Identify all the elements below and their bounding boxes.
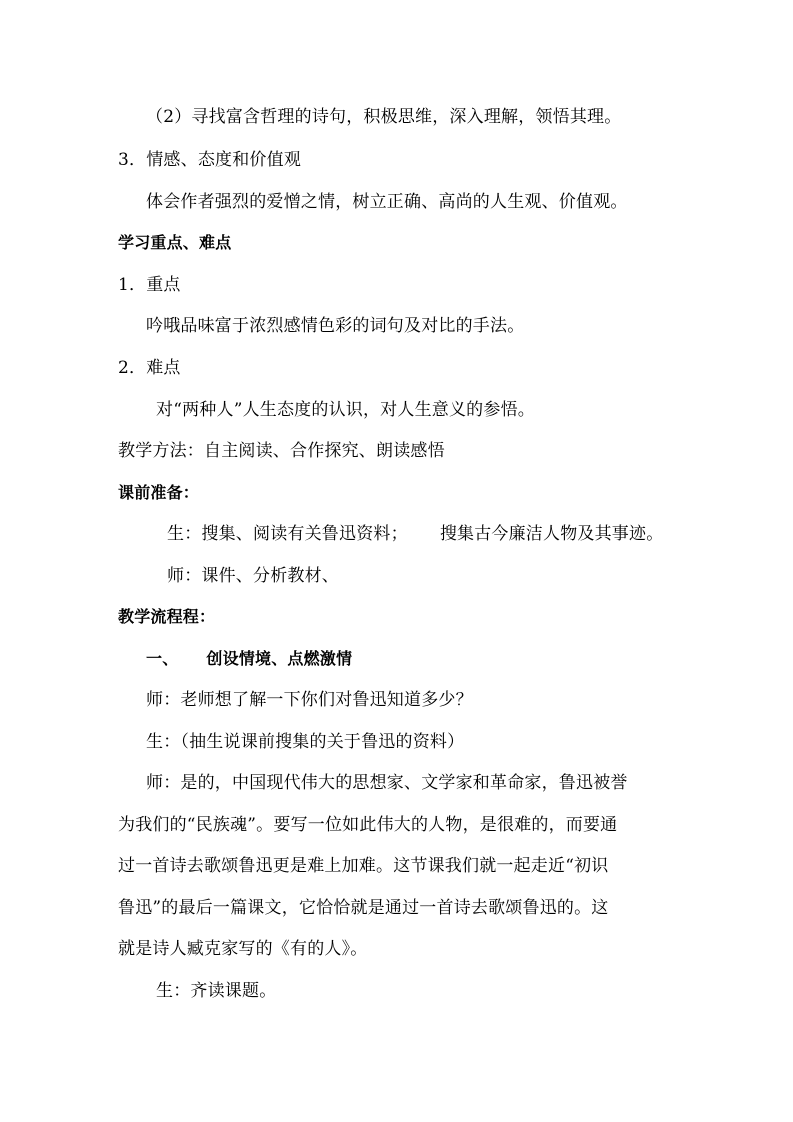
step-one-title: 创设情境、点燃激情 bbox=[206, 649, 353, 668]
subheading-key-point: 1．重点 bbox=[118, 275, 181, 295]
subheading-difficulty: 2．难点 bbox=[118, 358, 181, 378]
text-line-22: 生：齐读课题。 bbox=[156, 981, 277, 1001]
teaching-methods: 教学方法：自主阅读、合作探究、朗读感悟 bbox=[118, 441, 445, 461]
heading-key-points: 学习重点、难点 bbox=[118, 233, 232, 252]
text-line-17: 师：是的，中国现代伟大的思想家、文学家和革命家，鲁迅被誉 bbox=[146, 773, 628, 793]
prep-student-b: 搜集古今廉洁人物及其事迹。 bbox=[439, 524, 664, 544]
text-line-20: 鲁迅”的最后一篇课文，它恰恰就是通过一首诗去歌颂鲁迅的。这 bbox=[118, 898, 609, 918]
section-heading-3: 3．情感、态度和价值观 bbox=[118, 150, 302, 170]
prep-student-a: 生：搜集、阅读有关鲁迅资料； bbox=[167, 524, 408, 544]
text-line-1: （2）寻找富含哲理的诗句，积极思维，深入理解，领悟其理。 bbox=[146, 107, 622, 127]
text-line-3: 体会作者强烈的爱憎之情，树立正确、高尚的人生观、价值观。 bbox=[146, 192, 628, 212]
step-one-number: 一、 bbox=[146, 649, 179, 668]
heading-preparation: 课前准备： bbox=[118, 483, 200, 502]
text-line-16: 生：（抽生说课前搜集的关于鲁迅的资料） bbox=[146, 732, 465, 752]
step-one-heading bbox=[146, 649, 352, 669]
text-line-15: 师：老师想了解一下你们对鲁迅知道多少？ bbox=[146, 690, 473, 710]
text-line-8: 对“两种人”人生态度的认识，对人生意义的参悟。 bbox=[156, 400, 535, 420]
prep-teacher-line: 师：课件、分析教材、 bbox=[167, 566, 339, 586]
text-line-19: 过一首诗去歌颂鲁迅更是难上加难。这节课我们就一起走近“初识 bbox=[118, 856, 609, 876]
heading-flow: 教学流程程： bbox=[118, 607, 216, 626]
prep-student-line bbox=[167, 524, 663, 544]
text-line-21: 就是诗人臧克家写的《有的人》。 bbox=[118, 939, 368, 959]
text-line-6: 吟哦品味富于浓烈感情色彩的词句及对比的手法。 bbox=[146, 316, 525, 336]
text-line-18: 为我们的“民族魂”。要写一位如此伟大的人物，是很难的，而要通 bbox=[118, 815, 618, 835]
